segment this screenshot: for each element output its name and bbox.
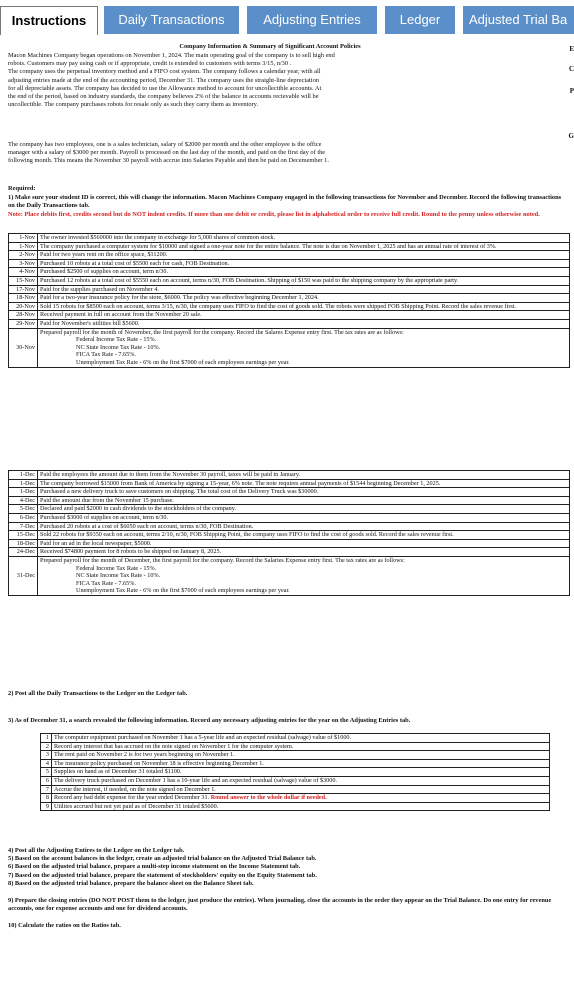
transaction-date: 18-Nov	[9, 294, 38, 303]
transaction-text: Received $74800 payment for 8 robots to be shipped on January 8, 2025.	[40, 548, 222, 556]
adjustment-row	[41, 759, 550, 768]
intro-line: adjusting entries made at the end of the accounting period, December 31. The company uses the straight-line depreciation	[8, 76, 319, 84]
requirement-1: 1) Make sure your student ID is correct, this will change the information. Macon Machines Company engaged in the following transactions for November and December. Record the following transactions on the Daily Transactions tab.	[8, 194, 562, 210]
intro-line: The company has two employees, one is a sales technician, salary of $2000 per month and the other employee is the office	[8, 141, 322, 148]
adjustment-number: 5	[41, 768, 52, 777]
transaction-description	[38, 302, 570, 311]
adjustment-red-note: Round answer to the whole dollar if needed.	[210, 794, 327, 802]
transaction-text: The company borrowed $15000 from Bank of America by signing a 15-year, 6% note. The note requires annual payments of $1544 beginning December 1, 2025.	[40, 479, 441, 487]
intro-line: uncollectible. The company purchases robots for resale only as such they carry them as inventory.	[8, 101, 259, 109]
final-steps	[8, 847, 568, 888]
adjustment-row	[41, 785, 550, 794]
intro-line: The company uses the perpetual inventory method and a FIFO cost system. The company follows a calendar year, with all	[8, 68, 321, 76]
adjustment-row	[41, 794, 550, 803]
offscreen-column-letter: E	[569, 45, 574, 53]
transaction-text: Paid for the supplies purchased on November 4.	[40, 285, 159, 293]
transaction-row	[9, 311, 570, 320]
intro-line: the end of the period, based on industry standards, the company believes 2% of the balance in accounts recievable will be	[8, 93, 319, 101]
transaction-description	[38, 311, 570, 320]
intro-line: manager with a salary of $3000 per month. Payroll is processed on the last day of the month, and paid on the first day of the	[8, 149, 326, 157]
transaction-row	[9, 548, 570, 557]
transaction-date: 3-Nov	[9, 259, 38, 268]
adjustment-description	[52, 742, 550, 751]
transaction-text: Paid the employees the amount due to them from the November 30 payroll, taxes will be paid in January.	[40, 471, 301, 478]
adjustment-text: Record any bad debt expense for the year ended December 31.	[54, 794, 211, 802]
transaction-description	[38, 556, 570, 595]
adjustment-description	[52, 802, 550, 811]
transaction-description	[38, 276, 570, 285]
instructions-sheet	[0, 37, 574, 990]
transaction-description	[38, 285, 570, 294]
transaction-text: Prepared payroll for the month of December, the first payroll for the company. Record the Salaries Expense entry first. The tax rates are as follows:	[40, 556, 405, 564]
transaction-text: The owner invested $560000 into the company in exchange for 5,000 shares of common stock.	[40, 234, 276, 241]
offscreen-column-letter: G	[568, 132, 574, 140]
transaction-date: 4-Dec	[9, 496, 38, 505]
transaction-row	[9, 496, 570, 505]
adjustment-description	[52, 751, 550, 760]
transaction-row	[9, 488, 570, 497]
adjustment-description	[52, 759, 550, 768]
transaction-date: 28-Nov	[9, 311, 38, 320]
adjustment-number: 8	[41, 794, 52, 803]
transaction-text: Paid for November's utilities bill $5600.	[40, 319, 140, 327]
transaction-row	[9, 556, 570, 595]
transaction-date: 1-Nov	[9, 242, 38, 251]
transaction-date: 7-Dec	[9, 522, 38, 531]
transaction-description	[38, 242, 570, 251]
transaction-row	[9, 479, 570, 488]
adjustment-description	[52, 734, 550, 743]
transaction-text: Purchased 20 robots at a cost of $6050 each on account, terms n/30, FOB Destination.	[40, 522, 254, 530]
december-transactions-table	[8, 470, 570, 596]
transaction-date: 18-Dec	[9, 539, 38, 548]
transaction-date: 5-Dec	[9, 505, 38, 514]
intro-line: following month. This means the November 30 payroll with accrue into Salaries Payable and then be paid on Decemember 1.	[8, 157, 329, 165]
transaction-date: 1-Nov	[9, 234, 38, 243]
transaction-text: Received payment in full on account from the November 20 sale.	[40, 311, 202, 319]
requirement-2: 2) Post all the Daily Transactions to the Ledger on the Ledger tab.	[8, 690, 188, 697]
transaction-date: 31-Dec	[9, 556, 38, 595]
transaction-text: Sold 22 robots for $9350 each on account, terms 2/10, n/30, FOB Shipping Point, the company uses FIFO to find the cost of goods sold. Record the sales revenue first.	[40, 531, 454, 539]
transaction-text: Purchased a new delivery truck to save customers on shipping. The total cost of the Delivery Truck was $30000.	[40, 488, 319, 496]
transaction-date: 15-Nov	[9, 276, 38, 285]
tax-rate-line: Federal Income Tax Rate - 15%.	[76, 564, 157, 572]
transaction-description	[38, 234, 570, 243]
transaction-date: 1-Dec	[9, 471, 38, 480]
step-8: 8) Based on the adjusted trial balance, prepare the balance sheet on the Balance Sheet tab.	[8, 879, 254, 887]
tax-rate-line: FICA Tax Rate - 7.65%.	[76, 579, 136, 587]
transaction-row	[9, 513, 570, 522]
transaction-row	[9, 259, 570, 268]
transaction-description	[38, 268, 570, 277]
transaction-date: 6-Dec	[9, 513, 38, 522]
transaction-text: The company purchased a computer system for $10000 and signed a one-year note for the entire balance. The note is due on November 1, 2025 and has an annual rate of interest of 3%.	[40, 242, 497, 250]
intro-line: for all depreciable assets. The company has decided to use the Allowance method to account for uncollectible accounts. At	[8, 84, 322, 92]
tab-ledger[interactable]: Ledger	[385, 6, 455, 34]
transaction-text: Sold 15 robots for $8500 each on account, terms 3/15, n/30, the company uses FIFO to find the cost of goods sold. The robots were shipped FOB Shipping Point. Record the sales revenue first.	[40, 302, 517, 310]
tab-daily-transactions[interactable]: Daily Transactions	[104, 6, 239, 34]
transaction-text: Paid for two years rent on the office space, $11200.	[40, 251, 168, 259]
transaction-description	[38, 496, 570, 505]
transaction-row	[9, 268, 570, 277]
transaction-date: 4-Nov	[9, 268, 38, 277]
intro-paragraph-2	[8, 141, 538, 166]
intro-line: Macon Machines Company began operations on November 1, 2024. The main operating goal of the company is to sell high end	[8, 52, 335, 59]
transaction-text: Paid the amount due from the November 15 purchase.	[40, 496, 174, 504]
transaction-date: 29-Nov	[9, 319, 38, 328]
tax-rate-line: Federal Income Tax Rate - 15%.	[76, 336, 157, 344]
transaction-description	[38, 471, 570, 480]
adjustment-text: Record any interest that has accrued on the note signed on November 1 for the computer system.	[54, 742, 294, 750]
transaction-description	[38, 548, 570, 557]
transaction-row	[9, 522, 570, 531]
requirement-3: 3) As of December 31, a search revealed the following information. Record any necessary adjusting entries for the year on the Adjusting Entries tab.	[8, 717, 411, 724]
adjustment-row	[41, 742, 550, 751]
transaction-text: Prepared payroll for the month of November, the first payroll for the company. Record the Salares Expense entry first. The tax rates are as follows:	[40, 328, 404, 336]
transaction-description	[38, 479, 570, 488]
transaction-row	[9, 276, 570, 285]
transaction-date: 15-Dec	[9, 531, 38, 540]
intro-line: robots. Customers may pay using cash or if appropriate, credit is extended to customers with terms 3/15, n/30 .	[8, 60, 292, 68]
step-5: 5) Based on the account balances in the ledger, create an adjusted trial balance on the Adjusted Trial Balance tab.	[8, 855, 317, 863]
transaction-row	[9, 294, 570, 303]
company-info-heading: Company Information & Summary of Significant Account Policies	[179, 43, 361, 50]
tab-adjusting-entries[interactable]: Adjusting Entries	[247, 6, 377, 34]
adjustment-row	[41, 768, 550, 777]
transaction-date: 30-Nov	[9, 328, 38, 367]
transaction-row	[9, 319, 570, 328]
tax-rate-line: FICA Tax Rate - 7.65%.	[76, 351, 136, 359]
transaction-row	[9, 539, 570, 548]
transaction-description	[38, 294, 570, 303]
transaction-row	[9, 328, 570, 367]
adjustment-text: The computer equipment purchased on November 1 has a 5-year life and an expected residual (salvage) value of $1000.	[54, 734, 352, 741]
adjustment-text: The delivery truck purchased on December 1 has a 10-year life and an expected residual (salvage) value of $3000.	[54, 776, 337, 784]
transaction-row	[9, 505, 570, 514]
transaction-description	[38, 531, 570, 540]
transaction-row	[9, 302, 570, 311]
transaction-description	[38, 539, 570, 548]
transaction-date: 17-Nov	[9, 285, 38, 294]
transaction-row	[9, 251, 570, 260]
tax-rate-line: Unemployment Tax Rate - 6% on the first $7000 of each employees earnings per year.	[76, 358, 290, 366]
step-6: 6) Based on the adjusted trial balance, prepare a multi-step income statement on the Income Statement tab.	[8, 863, 301, 871]
adjustment-number: 2	[41, 742, 52, 751]
adjustment-row	[41, 776, 550, 785]
transaction-description	[38, 488, 570, 497]
transaction-text: Paid for an ad in the local newspaper, $5000.	[40, 539, 152, 547]
transaction-description	[38, 505, 570, 514]
november-transactions-table	[8, 233, 570, 368]
transaction-description	[38, 513, 570, 522]
tax-rate-line: Unemployment Tax Rate - 6% on the first $7000 of each employees earnings per year.	[76, 587, 290, 595]
transaction-description	[38, 319, 570, 328]
adjustment-text: Utilites accrued but not yet paid as of December 31 totaled $5600.	[54, 802, 219, 810]
adjustment-number: 9	[41, 802, 52, 811]
step-4: 4) Post all the Adjusting Entires to the Ledger on the Ledger tab.	[8, 847, 185, 854]
intro-paragraph-1	[8, 52, 538, 109]
tab-instructions[interactable]: Instructions	[0, 6, 98, 35]
adjustment-description	[52, 768, 550, 777]
adjustment-description	[52, 794, 550, 803]
transaction-date: 2-Nov	[9, 251, 38, 260]
requirement-9: 9) Prepare the closing entries (DO NOT POST them to the ledger, just produce the entries). When journaling, close the accounts in the order they appear on the Trial Balance. Do one entry for revenue accounts, one for expense accounts and one for dividend accounts.	[8, 897, 552, 913]
transaction-row	[9, 531, 570, 540]
tab-adjusted-trial-balance[interactable]: Adjusted Trial Ba	[463, 6, 574, 34]
transaction-text: Purchased 10 robots at a total cost of $5500 each for cash, FOB Destination.	[40, 259, 230, 267]
transaction-description	[38, 251, 570, 260]
tax-rate-line: NC State Income Tax Rate - 10%.	[76, 572, 161, 580]
transaction-row	[9, 234, 570, 243]
step-7: 7) Based on the adjusted trial balance, prepare the statement of stockholders' equity on the Equity Statement tab.	[8, 871, 317, 879]
sheet-tab-bar	[0, 0, 574, 37]
adjustment-row	[41, 802, 550, 811]
adjustment-row	[41, 734, 550, 743]
transaction-date: 24-Dec	[9, 548, 38, 557]
adjustment-description	[52, 785, 550, 794]
offscreen-column-letter: P	[569, 87, 574, 95]
adjustments-table	[40, 733, 550, 811]
requirement-10: 10) Calculate the ratios on the Ratios tab.	[8, 922, 121, 929]
transaction-description	[38, 259, 570, 268]
transaction-text: Purchased $2500 of supplies on account, term n/30.	[40, 268, 169, 276]
adjustment-description	[52, 776, 550, 785]
transaction-row	[9, 471, 570, 480]
adjustment-text: The insurance policy purchased on November 18 is effective beginning December 1.	[54, 759, 264, 767]
adjustment-text: Accrue the interest, if needed, on the note signed on December 1.	[54, 785, 216, 793]
required-label: Required:	[8, 185, 36, 192]
transaction-text: Declared and paid $2000 in cash dividends to the stockholders of the company.	[40, 505, 236, 513]
adjustment-number: 6	[41, 776, 52, 785]
transaction-description	[38, 522, 570, 531]
transaction-text: Purchased $3000 of supplies on account, term n/30.	[40, 513, 169, 521]
transaction-text: Purchased 12 robots at a total cost of $5550 each on account, terms n/30, FOB Destination. Shipping of $150 was paid to the shipping company by the appropriate party.	[40, 276, 459, 284]
adjustment-number: 1	[41, 734, 52, 743]
transaction-date: 20-Nov	[9, 302, 38, 311]
transaction-date: 1-Dec	[9, 488, 38, 497]
adjustment-text: Supplies on hand as of December 31 totaled $1100.	[54, 768, 182, 776]
transaction-row	[9, 285, 570, 294]
adjustment-row	[41, 751, 550, 760]
offscreen-column-letter: C	[568, 65, 574, 73]
tax-rate-line: NC State Income Tax Rate - 10%.	[76, 343, 161, 351]
transaction-date: 1-Dec	[9, 479, 38, 488]
adjustment-number: 3	[41, 751, 52, 760]
transaction-description	[38, 328, 570, 367]
transaction-row	[9, 242, 570, 251]
adjustment-number: 4	[41, 759, 52, 768]
transaction-text: Paid for a two-year insurance policy for the store, $6000. The policy was effective beginning December 1, 2024.	[40, 294, 319, 302]
note-red: Note: Place debits first, credits second but do NOT indent credits. If more than one debit or credit, please list in alphabetical order to receive full credit. Round to the penny unless otherwise noted.	[8, 211, 540, 218]
adjustment-text: The rent paid on November 2 is for two years beginning on November 1.	[54, 751, 235, 759]
adjustment-number: 7	[41, 785, 52, 794]
